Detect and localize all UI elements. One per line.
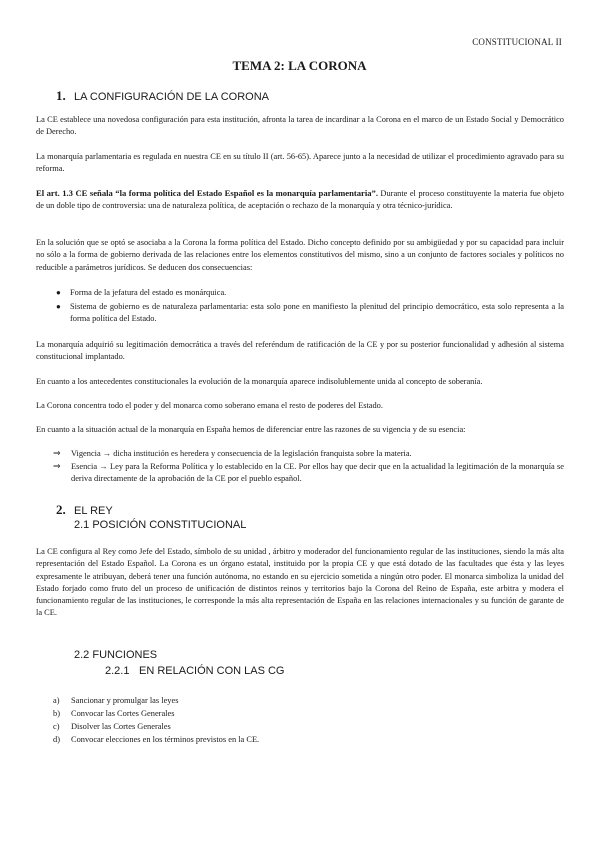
subsection-heading: 2.1 POSICIÓN CONSTITUCIONAL [74, 519, 247, 531]
section-title: EL REY [74, 505, 113, 517]
subsubsection-number: 2.2.1 [105, 665, 130, 677]
paragraph-text: Durante el proceso constituyente la materia fue objeto de un doble tipo de controversia: una de naturaleza política, de aceptación o rechazo de la monarquía y otra técnico-jurídica. [36, 189, 564, 211]
list-text: Sancionar y promulgar las leyes [71, 696, 179, 705]
bullet-text: Sistema de gobierno es de naturaleza parlamentaria: esta solo pone en manifiesto la plenitud del principio democrático, esta solo representa a la forma política del Estado. [70, 302, 564, 324]
paragraph: La Corona concentra todo el poder y del monarca como soberano emana el resto de poderes del Estado. [36, 401, 383, 410]
list-text: Convocar las Cortes Generales [71, 709, 175, 718]
paragraph [36, 187, 564, 213]
arrow-text: Vigencia → dicha institución es heredera y consecuencia de la legislación franquista sobre la materia. [71, 449, 412, 458]
bullet-item [56, 301, 564, 326]
paragraph: En la solución que se optó se asociaba a la Corona la forma política del Estado. Dicho concepto definido por su ambigüedad y por su capacidad para incluir no sólo a la forma de gobierno derivada de las relaciones entre los elementos constitutivos del mismo, sino a un conjunto de factores sociales y políticos no reducible a parámetros jurídicos. Se deducen dos consecuencias: [36, 238, 564, 272]
section-1-heading [56, 88, 269, 104]
quoted-article: El art. 1.3 CE señala “la forma política del Estado Español es la monarquía parlamentaria”. [36, 188, 378, 198]
list-letter: b) [53, 709, 60, 718]
arrow-item [53, 461, 564, 486]
bullet-item [56, 287, 564, 299]
running-header: CONSTITUCIONAL II [472, 37, 562, 47]
paragraph: La monarquía parlamentaria es regulada en nuestra CE en su título II (art. 56-65). Aparece junto a la necesidad de utilizar el procedimiento agravado para su reforma. [36, 152, 564, 174]
paragraph: La CE establece una novedosa configuración para esta institución, afronta la tarea de incardinar a la Corona en el marco de un Estado Social y Democrático de Derecho. [36, 115, 564, 137]
section-number: 1. [56, 88, 66, 103]
double-arrow-icon: ⇒ [53, 449, 61, 459]
arrow-item [53, 448, 564, 460]
paragraph: En cuanto a la situación actual de la monarquía en España hemos de diferenciar entre las razones de su vigencia y de su esencia: [36, 425, 466, 434]
subsubsection-title: EN RELACIÓN CON LAS CG [139, 665, 285, 677]
bullet-text: Forma de la jefatura del estado es monárquica. [70, 288, 227, 297]
section-title: LA CONFIGURACIÓN DE LA CORONA [74, 91, 269, 103]
paragraph: La CE configura al Rey como Jefe del Estado, símbolo de su unidad , árbitro y moderador del funcionamiento regular de las instituciones, siendo la más alta representación del Estado Español. La Corona es un órgano estatal, instituido por la propia CE y que está dotado de las facultades que ésta y las leyes expresamente le atribuyan, deberá tener una función autónoma, no estando en su ejercicio sometida a ningún otro poder. El monarca simboliza la unidad del Estado forjado como fruto del un proceso de unificación de distintos reinos y territorios bajo la Corona del Reino de España, este arbitra y modera el funcionamiento regular de las instituciones, le corresponde la más alta representación de España en las relaciones internacionales y su función de garante de la CE. [36, 547, 564, 618]
list-letter: a) [53, 696, 60, 705]
list-letter: d) [53, 735, 60, 744]
list-text: Convocar elecciones en los términos previstos en la CE. [71, 735, 260, 744]
list-text: Disolver las Cortes Generales [71, 722, 171, 731]
paragraph: La monarquía adquirió su legitimación democrática a través del referéndum de ratificación de la CE y por su posterior funcionalidad y adhesión al sistema constitucional implantado. [36, 340, 564, 362]
paragraph: En cuanto a los antecedentes constitucionales la evolución de la monarquía aparece indisolublemente unida al concepto de soberanía. [36, 377, 483, 386]
list-letter: c) [53, 722, 60, 731]
bullet-icon: ● [56, 302, 61, 311]
section-2-heading [56, 502, 113, 518]
bullet-icon: ● [56, 288, 61, 297]
subsection-heading: 2.2 FUNCIONES [74, 649, 158, 661]
subsubsection-heading [105, 665, 284, 677]
double-arrow-icon: ⇒ [53, 462, 61, 472]
section-number: 2. [56, 502, 66, 517]
document-title: TEMA 2: LA CORONA [232, 58, 367, 73]
arrow-text: Esencia → Ley para la Reforma Política y lo establecido en la CE. Por ellos hay que decir que en la actualidad la legitimación de la monarquía se deriva directamente de la aprobación de la CE por el pueblo español. [71, 462, 564, 484]
